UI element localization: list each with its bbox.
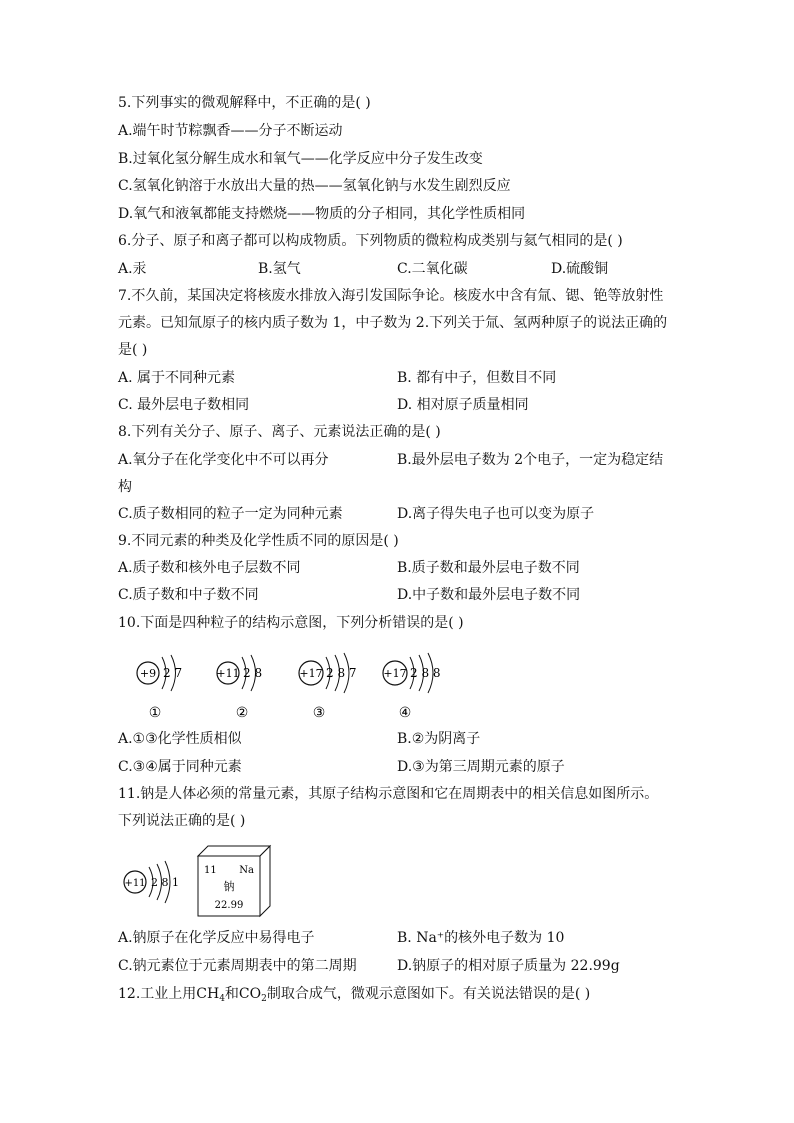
cell-name: 钠 (223, 880, 235, 893)
q8-option-a[interactable]: A.氧分子在化学变化中不可以再分 (118, 452, 329, 468)
particle-4-diagram (383, 653, 441, 721)
q7-option-a[interactable]: A. 属于不同种元素 (118, 370, 236, 386)
particle-3-shells: 2 8 7 (326, 666, 357, 680)
q9-option-a[interactable]: A.质子数和核外电子层数不同 (118, 560, 301, 576)
q8-option-c[interactable]: C.质子数相同的粒子一定为同种元素 (118, 506, 343, 522)
particle-2-nucleus: +11 (216, 667, 240, 680)
sodium-atom-structure (124, 861, 179, 903)
q11-sodium-diagram (118, 840, 278, 920)
q11-option-a[interactable]: A.钠原子在化学反应中易得电子 (118, 930, 315, 946)
particle-4-shells: 2 8 8 (410, 666, 441, 680)
particle-4-nucleus: +17 (383, 667, 407, 680)
particle-1-label: ① (148, 705, 162, 721)
q11-stem-line1: 11.钠是人体必须的常量元素，其原子结构示意图和它在周期表中的相关信息如图所示。 (118, 786, 659, 802)
q8-option-b-wrap: 构 (118, 479, 132, 495)
q5-option-c[interactable]: C.氢氧化钠溶于水放出大量的热——氢氧化钠与水发生剧烈反应 (118, 178, 511, 194)
q7-option-d[interactable]: D. 相对原子质量相同 (397, 397, 529, 413)
q8-option-d[interactable]: D.离子得失电子也可以变为原子 (397, 506, 595, 522)
cell-atomic-number: 11 (204, 865, 217, 876)
particle-3-diagram (299, 653, 357, 721)
q6-option-a[interactable]: A.汞 (118, 261, 147, 277)
particle-2-diagram (216, 655, 262, 721)
formula-ch4: $CH_4$ (196, 986, 225, 1004)
q10-stem: 10.下面是四种粒子的结构示意图，下列分析错误的是( ) (118, 615, 464, 631)
q8-stem: 8.下列有关分子、原子、离子、元素说法正确的是( ) (118, 424, 441, 440)
q6-option-b[interactable]: B.氢气 (258, 261, 301, 277)
q7-option-c[interactable]: C. 最外层电子数相同 (118, 397, 250, 413)
q11-stem-line2: 下列说法正确的是( ) (118, 813, 246, 829)
particle-2-shells: 2 8 (243, 666, 263, 680)
q9-option-c[interactable]: C.质子数和中子数不同 (118, 587, 259, 603)
q12-stem-pre: 12.工业上用 (118, 986, 197, 1002)
particle-1-nucleus: +9 (139, 667, 157, 680)
q10-particle-diagrams (118, 645, 458, 725)
cell-atomic-mass: 22.99 (214, 900, 244, 911)
q12-stem-post: 制取合成气，微观示意图如下。有关说法错误的是( ) (266, 986, 591, 1002)
sodium-nucleus: +11 (124, 878, 146, 889)
q10-option-c[interactable]: C.③④属于同种元素 (118, 759, 242, 775)
q10-option-d[interactable]: D.③为第三周期元素的原子 (397, 759, 565, 775)
q10-option-b[interactable]: B.②为阴离子 (397, 731, 481, 747)
q9-option-d[interactable]: D.中子数和最外层电子数不同 (397, 587, 581, 603)
periodic-table-cell (198, 846, 270, 916)
q6-option-c[interactable]: C.二氧化碳 (397, 261, 468, 277)
particle-1-shells: 2 7 (163, 666, 183, 680)
q12-and: 和 (224, 986, 239, 1002)
q5-stem: 5.下列事实的微观解释中，不正确的是( ) (118, 95, 371, 111)
particle-3-nucleus: +17 (299, 667, 323, 680)
q7-option-b[interactable]: B. 都有中子，但数目不同 (397, 370, 557, 386)
q6-stem: 6.分子、原子和离子都可以构成物质。下列物质的微粒构成类别与氦气相同的是( ) (118, 233, 623, 249)
q5-option-d[interactable]: D.氧气和液氧都能支持燃烧——物质的分子相同，其化学性质相同 (118, 206, 526, 222)
q11-option-d[interactable]: D.钠原子的相对原子质量为 22.99g (397, 958, 620, 974)
cell-symbol: Na (239, 865, 254, 876)
q9-option-b[interactable]: B.质子数和最外层电子数不同 (397, 560, 580, 576)
q10-option-a[interactable]: A.①③化学性质相似 (118, 731, 242, 747)
q8-option-b[interactable]: B.最外层电子数为 2个电子，一定为稳定结 (397, 452, 664, 468)
q7-stem-line1: 7.不久前，某国决定将核废水排放入海引发国际争论。核废水中含有氚、锶、铯等放射性 (118, 288, 664, 304)
sodium-shells: 2 8 1 (151, 876, 179, 889)
particle-1-diagram (137, 655, 182, 721)
particle-4-label: ④ (398, 705, 412, 721)
q6-option-d[interactable]: D.硫酸铜 (551, 261, 609, 277)
q7-stem-line3: 是( ) (118, 342, 148, 358)
q5-option-b[interactable]: B.过氧化氢分解生成水和氧气——化学反应中分子发生改变 (118, 151, 483, 167)
particle-3-label: ③ (312, 705, 326, 721)
q9-stem: 9.不同元素的种类及化学性质不同的原因是( ) (118, 533, 399, 549)
q12-stem (118, 985, 590, 1008)
particle-2-label: ② (235, 705, 249, 721)
q11-option-b[interactable]: B. Na⁺的核外电子数为 10 (397, 930, 565, 946)
q7-stem-line2: 元素。已知氚原子的核内质子数为 1，中子数为 2.下列关于氚、氢两种原子的说法正确的 (118, 315, 668, 331)
q11-option-c[interactable]: C.钠元素位于元素周期表中的第二周期 (118, 958, 357, 974)
formula-co2: $CO_2$ (238, 986, 267, 1004)
q5-option-a[interactable]: A.端午时节粽飘香——分子不断运动 (118, 123, 343, 139)
